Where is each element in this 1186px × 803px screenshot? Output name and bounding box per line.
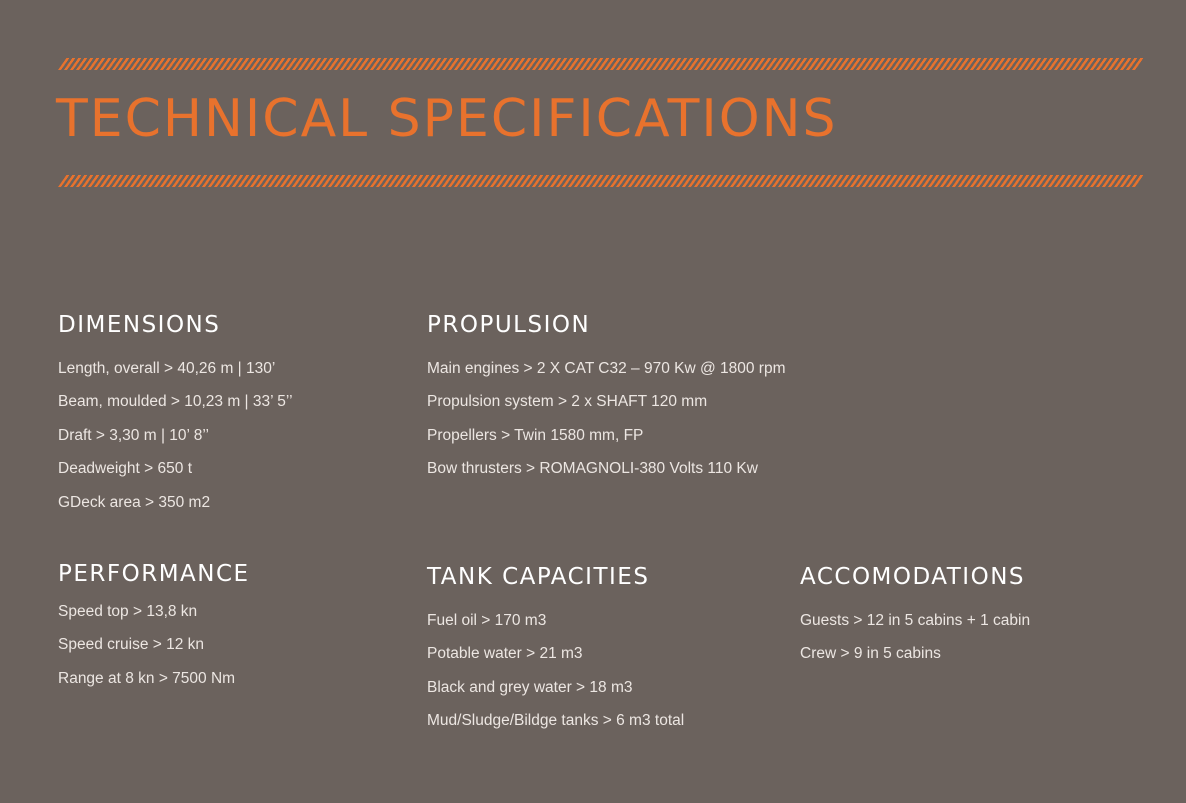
spec-item: Fuel oil > 170 m3 bbox=[427, 611, 547, 629]
spec-list bbox=[427, 352, 786, 486]
spec-item: Crew > 9 in 5 cabins bbox=[800, 645, 941, 663]
accomodations-section bbox=[800, 564, 1030, 671]
spec-item: Guests > 12 in 5 cabins + 1 cabin bbox=[800, 611, 1031, 629]
spec-item: GDeck area > 350 m2 bbox=[58, 493, 211, 511]
section-heading: PROPULSION bbox=[427, 312, 591, 338]
spec-item: Draft > 3,30 m | 10’ 8’’ bbox=[58, 426, 209, 444]
page-title: TECHNICAL SPECIFICATIONS bbox=[56, 89, 838, 149]
spec-item: Speed top > 13,8 kn bbox=[58, 602, 198, 620]
spec-item: Mud/Sludge/Bildge tanks > 6 m3 total bbox=[427, 712, 685, 730]
spec-item: Length, overall > 40,26 m | 130’ bbox=[58, 359, 276, 377]
spec-item: Bow thrusters > ROMAGNOLI-380 Volts 110 Kw bbox=[427, 460, 758, 478]
performance-section bbox=[58, 561, 250, 695]
spec-list bbox=[427, 604, 684, 738]
spec-item: Beam, moulded > 10,23 m | 33’ 5’’ bbox=[58, 393, 293, 411]
spec-item: Propulsion system > 2 x SHAFT 120 mm bbox=[427, 393, 708, 411]
section-heading: TANK CAPACITIES bbox=[427, 564, 650, 590]
spec-list bbox=[58, 595, 250, 696]
propulsion-section bbox=[427, 312, 786, 486]
spec-item: Potable water > 21 m3 bbox=[427, 645, 583, 663]
tank-capacities-section bbox=[427, 564, 684, 738]
section-heading: DIMENSIONS bbox=[58, 312, 221, 338]
spec-list bbox=[58, 352, 293, 520]
top-hatched-divider bbox=[58, 58, 1144, 70]
dimensions-section bbox=[58, 312, 293, 519]
section-heading: PERFORMANCE bbox=[58, 561, 250, 587]
spec-item: Speed cruise > 12 kn bbox=[58, 636, 205, 654]
spec-item: Deadweight > 650 t bbox=[58, 460, 192, 478]
spec-item: Black and grey water > 18 m3 bbox=[427, 678, 633, 696]
section-heading: ACCOMODATIONS bbox=[800, 564, 1025, 590]
spec-item: Range at 8 kn > 7500 Nm bbox=[58, 669, 236, 687]
spec-item: Main engines > 2 X CAT C32 – 970 Kw @ 1800 rpm bbox=[427, 359, 786, 377]
spec-list bbox=[800, 604, 1030, 671]
bottom-hatched-divider bbox=[58, 175, 1144, 187]
spec-item: Propellers > Twin 1580 mm, FP bbox=[427, 426, 644, 444]
